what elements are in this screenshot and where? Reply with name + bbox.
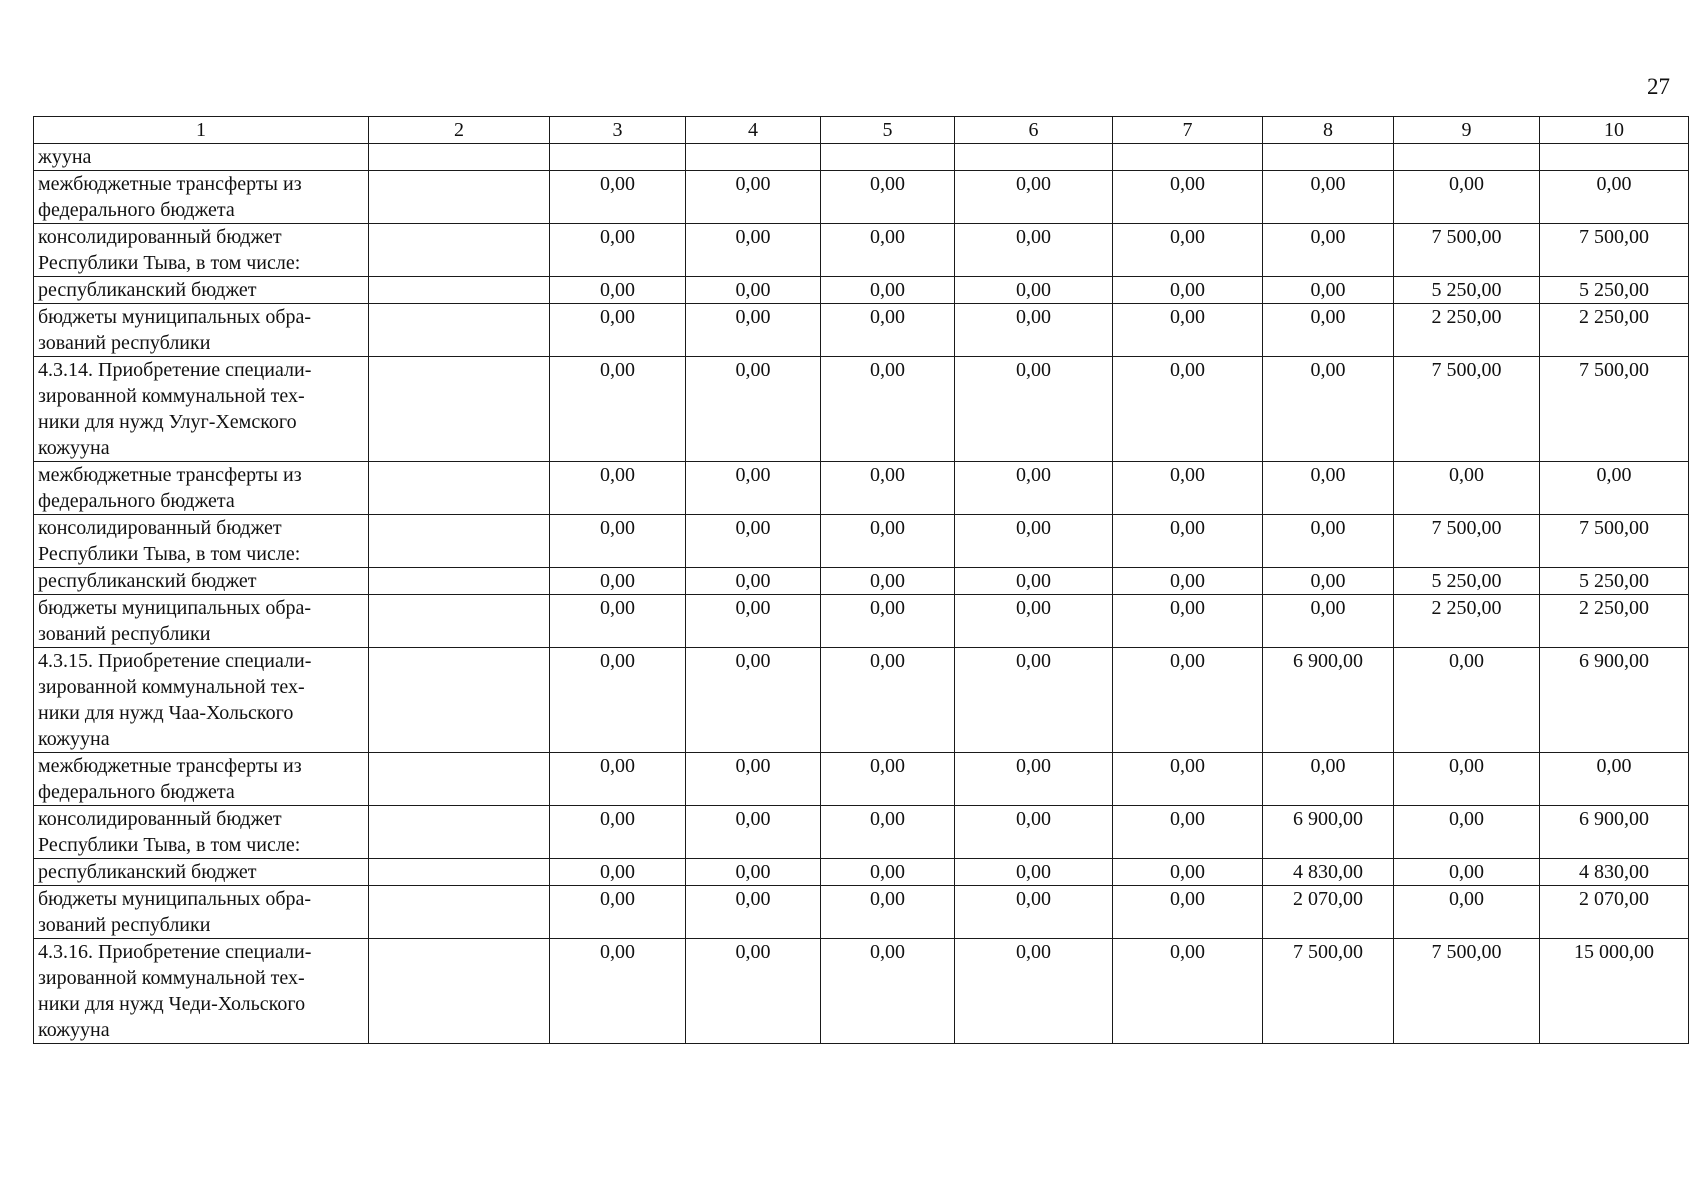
value-cell	[1394, 144, 1540, 171]
row-label: 4.3.14. Приобретение специали- зированной коммунальной тех- ники для нужд Улуг-Хемского кожууна	[34, 357, 369, 462]
table-row	[34, 277, 1689, 304]
value-cell: 0,00	[955, 224, 1113, 277]
row-label: консолидированный бюджет Республики Тыва, в том числе:	[34, 806, 369, 859]
column-header: 3	[550, 117, 686, 144]
header-row	[34, 117, 1689, 144]
value-cell: 0,00	[1394, 753, 1540, 806]
value-cell: 0,00	[1113, 886, 1263, 939]
value-cell: 0,00	[1394, 648, 1540, 753]
value-cell: 0,00	[821, 304, 955, 357]
table-row	[34, 357, 1689, 462]
value-cell: 0,00	[1540, 753, 1689, 806]
value-cell: 0,00	[955, 304, 1113, 357]
table-row	[34, 886, 1689, 939]
row-label: бюджеты муниципальных обра- зований республики	[34, 304, 369, 357]
value-cell: 5 250,00	[1394, 277, 1540, 304]
value-cell: 0,00	[1394, 171, 1540, 224]
column-header: 6	[955, 117, 1113, 144]
column-header: 4	[686, 117, 821, 144]
value-cell: 0,00	[1113, 595, 1263, 648]
value-cell: 0,00	[686, 806, 821, 859]
value-cell	[369, 806, 550, 859]
value-cell	[686, 144, 821, 171]
column-header: 1	[34, 117, 369, 144]
value-cell	[821, 144, 955, 171]
value-cell	[369, 648, 550, 753]
value-cell: 6 900,00	[1540, 806, 1689, 859]
value-cell: 0,00	[955, 515, 1113, 568]
value-cell: 0,00	[550, 939, 686, 1044]
column-header: 9	[1394, 117, 1540, 144]
column-header: 10	[1540, 117, 1689, 144]
value-cell	[955, 144, 1113, 171]
row-label: межбюджетные трансферты из федерального бюджета	[34, 171, 369, 224]
table-row	[34, 595, 1689, 648]
value-cell	[369, 859, 550, 886]
value-cell	[369, 886, 550, 939]
value-cell	[369, 568, 550, 595]
value-cell: 0,00	[550, 171, 686, 224]
page-number: 27	[1647, 74, 1670, 99]
value-cell: 0,00	[1113, 224, 1263, 277]
value-cell: 2 250,00	[1540, 595, 1689, 648]
row-label: 4.3.16. Приобретение специали- зированной коммунальной тех- ники для нужд Чеди-Хольского кожууна	[34, 939, 369, 1044]
value-cell: 7 500,00	[1263, 939, 1394, 1044]
value-cell: 0,00	[1263, 224, 1394, 277]
table-row	[34, 859, 1689, 886]
value-cell: 0,00	[1113, 171, 1263, 224]
row-label: жууна	[34, 144, 369, 171]
table-body	[34, 144, 1689, 1044]
value-cell: 0,00	[1113, 515, 1263, 568]
row-label: консолидированный бюджет Республики Тыва, в том числе:	[34, 224, 369, 277]
row-label: 4.3.15. Приобретение специали- зированной коммунальной тех- ники для нужд Чаа-Хольского кожууна	[34, 648, 369, 753]
value-cell	[369, 357, 550, 462]
value-cell: 7 500,00	[1394, 939, 1540, 1044]
value-cell	[369, 224, 550, 277]
value-cell	[1540, 144, 1689, 171]
value-cell	[369, 462, 550, 515]
row-label: республиканский бюджет	[34, 277, 369, 304]
value-cell: 15 000,00	[1540, 939, 1689, 1044]
value-cell: 0,00	[821, 277, 955, 304]
value-cell: 7 500,00	[1540, 515, 1689, 568]
value-cell: 0,00	[686, 859, 821, 886]
value-cell: 0,00	[821, 515, 955, 568]
value-cell: 0,00	[1263, 595, 1394, 648]
table-row	[34, 304, 1689, 357]
value-cell: 0,00	[550, 277, 686, 304]
value-cell: 0,00	[1394, 859, 1540, 886]
row-label: консолидированный бюджет Республики Тыва, в том числе:	[34, 515, 369, 568]
value-cell	[369, 595, 550, 648]
value-cell	[369, 277, 550, 304]
budget-table	[33, 116, 1689, 1044]
value-cell: 0,00	[821, 753, 955, 806]
value-cell: 0,00	[1263, 753, 1394, 806]
value-cell: 2 070,00	[1540, 886, 1689, 939]
value-cell: 7 500,00	[1394, 515, 1540, 568]
value-cell: 0,00	[686, 515, 821, 568]
column-header: 8	[1263, 117, 1394, 144]
value-cell: 0,00	[1540, 171, 1689, 224]
value-cell: 0,00	[686, 277, 821, 304]
value-cell: 0,00	[550, 515, 686, 568]
value-cell: 0,00	[550, 753, 686, 806]
value-cell	[550, 144, 686, 171]
value-cell: 2 250,00	[1540, 304, 1689, 357]
value-cell: 0,00	[821, 357, 955, 462]
table-row	[34, 171, 1689, 224]
value-cell: 0,00	[955, 357, 1113, 462]
table-row	[34, 753, 1689, 806]
value-cell: 5 250,00	[1540, 568, 1689, 595]
value-cell: 0,00	[1394, 886, 1540, 939]
value-cell: 0,00	[686, 304, 821, 357]
value-cell: 6 900,00	[1263, 648, 1394, 753]
value-cell: 2 070,00	[1263, 886, 1394, 939]
table-row	[34, 806, 1689, 859]
value-cell: 0,00	[1113, 859, 1263, 886]
row-label: республиканский бюджет	[34, 568, 369, 595]
column-header: 5	[821, 117, 955, 144]
value-cell: 0,00	[821, 595, 955, 648]
row-label: республиканский бюджет	[34, 859, 369, 886]
value-cell: 0,00	[686, 357, 821, 462]
value-cell: 0,00	[550, 224, 686, 277]
value-cell: 0,00	[1113, 304, 1263, 357]
value-cell: 0,00	[686, 753, 821, 806]
value-cell	[369, 171, 550, 224]
table-row	[34, 515, 1689, 568]
value-cell: 2 250,00	[1394, 304, 1540, 357]
value-cell: 0,00	[1113, 277, 1263, 304]
value-cell: 0,00	[1113, 939, 1263, 1044]
value-cell: 5 250,00	[1540, 277, 1689, 304]
table-row	[34, 144, 1689, 171]
value-cell: 0,00	[1113, 462, 1263, 515]
value-cell: 0,00	[955, 886, 1113, 939]
value-cell: 0,00	[1263, 568, 1394, 595]
table-row	[34, 462, 1689, 515]
value-cell: 0,00	[1263, 304, 1394, 357]
value-cell: 0,00	[550, 357, 686, 462]
value-cell: 0,00	[955, 753, 1113, 806]
table-row	[34, 568, 1689, 595]
value-cell: 7 500,00	[1540, 224, 1689, 277]
value-cell: 0,00	[955, 648, 1113, 753]
value-cell: 0,00	[550, 886, 686, 939]
value-cell: 0,00	[686, 886, 821, 939]
value-cell: 0,00	[550, 304, 686, 357]
value-cell	[369, 144, 550, 171]
value-cell: 0,00	[821, 886, 955, 939]
value-cell: 0,00	[686, 462, 821, 515]
value-cell: 7 500,00	[1394, 357, 1540, 462]
row-label: бюджеты муниципальных обра- зований республики	[34, 886, 369, 939]
value-cell: 0,00	[955, 462, 1113, 515]
row-label: межбюджетные трансферты из федерального бюджета	[34, 753, 369, 806]
value-cell: 0,00	[821, 171, 955, 224]
value-cell: 0,00	[550, 648, 686, 753]
table-row	[34, 224, 1689, 277]
value-cell: 6 900,00	[1540, 648, 1689, 753]
value-cell: 0,00	[1113, 357, 1263, 462]
value-cell: 0,00	[686, 939, 821, 1044]
value-cell	[1263, 144, 1394, 171]
value-cell: 0,00	[550, 595, 686, 648]
value-cell: 0,00	[686, 648, 821, 753]
value-cell: 0,00	[955, 568, 1113, 595]
value-cell: 4 830,00	[1263, 859, 1394, 886]
value-cell: 0,00	[1263, 171, 1394, 224]
value-cell	[369, 304, 550, 357]
value-cell: 0,00	[1540, 462, 1689, 515]
value-cell: 0,00	[821, 568, 955, 595]
value-cell: 0,00	[686, 595, 821, 648]
value-cell: 0,00	[955, 171, 1113, 224]
row-label: бюджеты муниципальных обра- зований республики	[34, 595, 369, 648]
table-row	[34, 939, 1689, 1044]
value-cell: 7 500,00	[1540, 357, 1689, 462]
value-cell: 0,00	[686, 568, 821, 595]
value-cell: 4 830,00	[1540, 859, 1689, 886]
value-cell: 0,00	[955, 595, 1113, 648]
value-cell: 0,00	[1113, 648, 1263, 753]
value-cell: 0,00	[686, 224, 821, 277]
row-label: межбюджетные трансферты из федерального бюджета	[34, 462, 369, 515]
value-cell: 0,00	[550, 806, 686, 859]
value-cell: 0,00	[821, 806, 955, 859]
value-cell: 0,00	[1263, 515, 1394, 568]
value-cell: 0,00	[1113, 568, 1263, 595]
value-cell: 0,00	[821, 648, 955, 753]
value-cell: 0,00	[821, 462, 955, 515]
value-cell: 0,00	[955, 939, 1113, 1044]
column-header: 2	[369, 117, 550, 144]
value-cell: 0,00	[821, 859, 955, 886]
value-cell: 0,00	[821, 939, 955, 1044]
value-cell	[369, 939, 550, 1044]
value-cell	[1113, 144, 1263, 171]
value-cell: 0,00	[1263, 462, 1394, 515]
value-cell: 0,00	[1263, 357, 1394, 462]
value-cell: 5 250,00	[1394, 568, 1540, 595]
value-cell: 0,00	[550, 568, 686, 595]
table-row	[34, 648, 1689, 753]
value-cell: 0,00	[1394, 806, 1540, 859]
value-cell: 0,00	[955, 859, 1113, 886]
value-cell: 7 500,00	[1394, 224, 1540, 277]
value-cell: 2 250,00	[1394, 595, 1540, 648]
value-cell: 0,00	[955, 806, 1113, 859]
value-cell: 6 900,00	[1263, 806, 1394, 859]
value-cell	[369, 515, 550, 568]
value-cell: 0,00	[1113, 753, 1263, 806]
value-cell: 0,00	[686, 171, 821, 224]
value-cell: 0,00	[550, 859, 686, 886]
value-cell: 0,00	[955, 277, 1113, 304]
value-cell: 0,00	[1113, 806, 1263, 859]
value-cell	[369, 753, 550, 806]
value-cell: 0,00	[821, 224, 955, 277]
column-header: 7	[1113, 117, 1263, 144]
value-cell: 0,00	[1263, 277, 1394, 304]
value-cell: 0,00	[550, 462, 686, 515]
value-cell: 0,00	[1394, 462, 1540, 515]
